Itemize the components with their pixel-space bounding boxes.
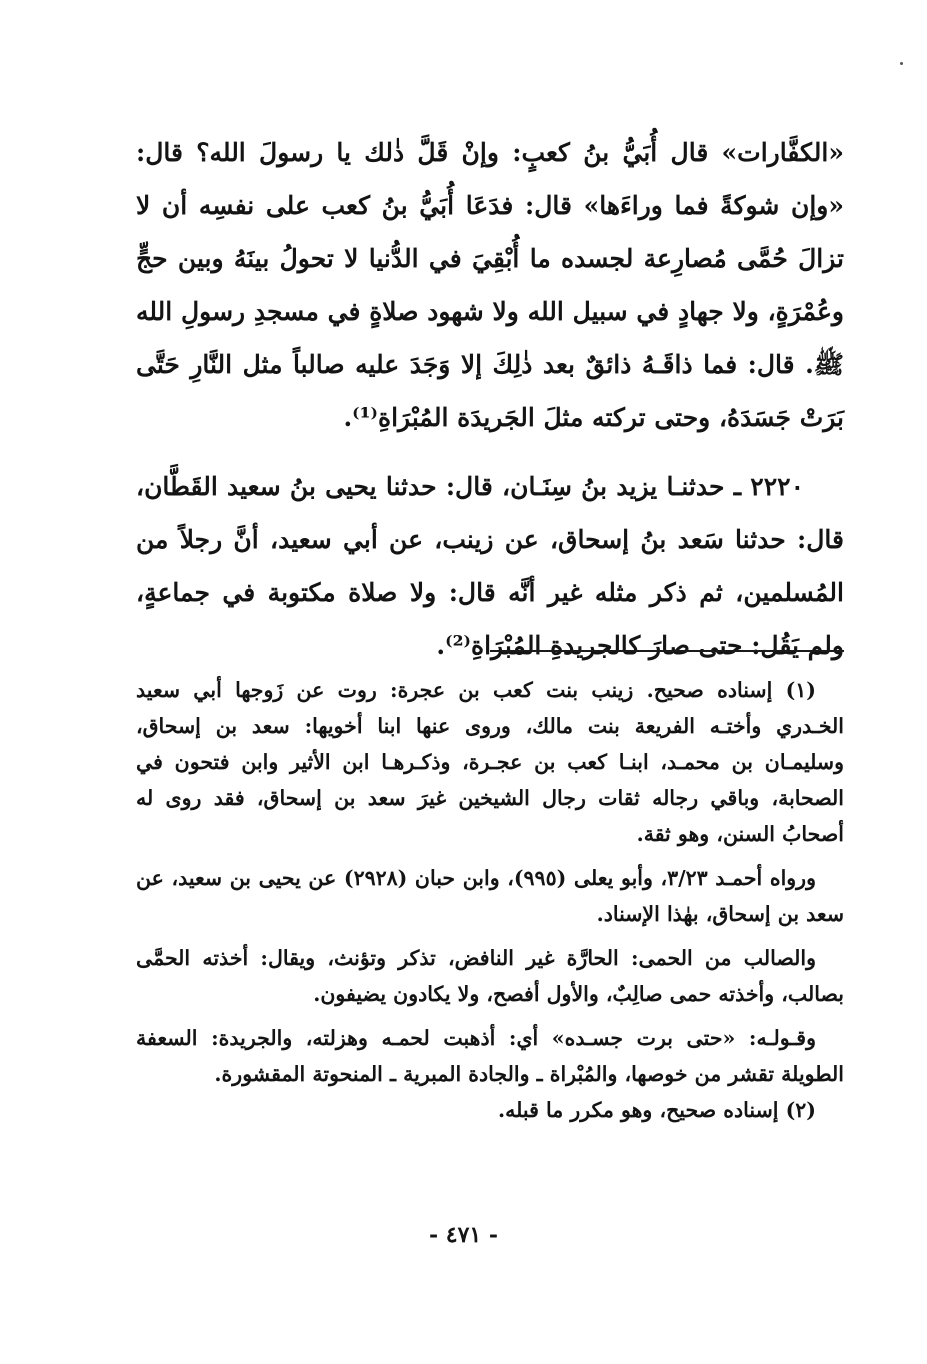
hadith-continuation-paragraph: «الكفَّارات» قال أُبَيُّ بنُ كعبٍ: وإنْ قَلَّ ذٰلك يا رسولَ الله؟ قال: «وإن شوكةً فما وراءَها» قال: فدَعَا أُبَيُّ بنُ كعب على نفسِه أن لا تزالَ حُمَّى مُصارِعة لجسده ما أُبْقِيَ في الدُّنيا لا تحولُ بينَهُ وبين حجٍّ وعُمْرَةٍ، ولا جهادٍ في سبيل الله ولا شهود صلاةٍ في مسجدِ رسولِ الله ﷺ. قال: فما ذاقَـهُ ذائقٌ بعد ذٰلِكَ إلا وَجَدَ عليه صالباً مثل النَّارِ حَتَّى بَرَتْ جَسَدَهُ، وحتى تركته مثلَ الجَريدَة المُبْرَاةِ⁽¹⁾. <box>136 138 844 432</box>
footnote-1-intro: (١) إسناده صحيح. زينب بنت كعب بن عجرة: روت عن زَوجها أبي سعيد الخـدري وأختـه الفريعة بنت مالك، وروى عنها ابنا أخويها: سعد بن إسحاق، وسليمـان بن محمـد، ابنـا كعب بن عجـرة، وذكـرهـا ابن الأثير وابن فتحون في الصحابة، وباقي رجاله ثقات رجال الشيخين غيرَ سعد بن إسحاق، فقد روى له أصحابُ السنن، وهو ثقة. <box>136 678 844 846</box>
page-number: - ٤٧١ - <box>428 1222 499 1248</box>
footnote-1-lexical: والصالب من الحمى: الحارَّة غير النافض، تذكر وتؤنث، ويقال: أخذته الحمَّى بصالب، وأخذته حمى صالِبٌ، والأول أفصح، ولا يكادون يضيفون. <box>136 946 844 1006</box>
footnote-1-explanation: وقـولـه: «حتى برت جسـده» أي: أذهبت لحمـه وهزلته، والجريدة: السعفة الطويلة تقشر من خوصها، والمُبْراة ـ والجادة المبرية ـ المنحوتة المقشورة. <box>136 1026 844 1086</box>
footnote-2: (٢) إسناده صحيح، وهو مكرر ما قبله. <box>497 1098 816 1122</box>
hadith-2220-paragraph: ٢٢٢٠ ـ حدثنـا يزيد بنُ سِنَـان، قال: حدثنا يحيى بنُ سعيد القَطَّان، قال: حدثنا سَعد بنُ إسحاق، عن زينب، عن أبي سعيد، أنَّ رجلاً من المُسلمين، ثم ذكر مثله غير أنَّه قال: ولا صلاة مكتوبة في جماعةٍ، ولم يَقُل: حتى صارَ كالجريدةِ المُبْرَاةِ⁽²⁾. <box>136 472 844 660</box>
scan-speck <box>900 62 903 65</box>
footnotes <box>136 672 844 1128</box>
footnote-1-sources: ورواه أحمـد ٣/٢٣، وأبو يعلى (٩٩٥)، وابن حبان (٢٩٢٨) عن يحيى بن سعيد، عن سعد بن إسحاق، بهٰذا الإسناد. <box>136 866 844 926</box>
footnote-divider <box>490 650 844 652</box>
main-text <box>136 126 844 672</box>
